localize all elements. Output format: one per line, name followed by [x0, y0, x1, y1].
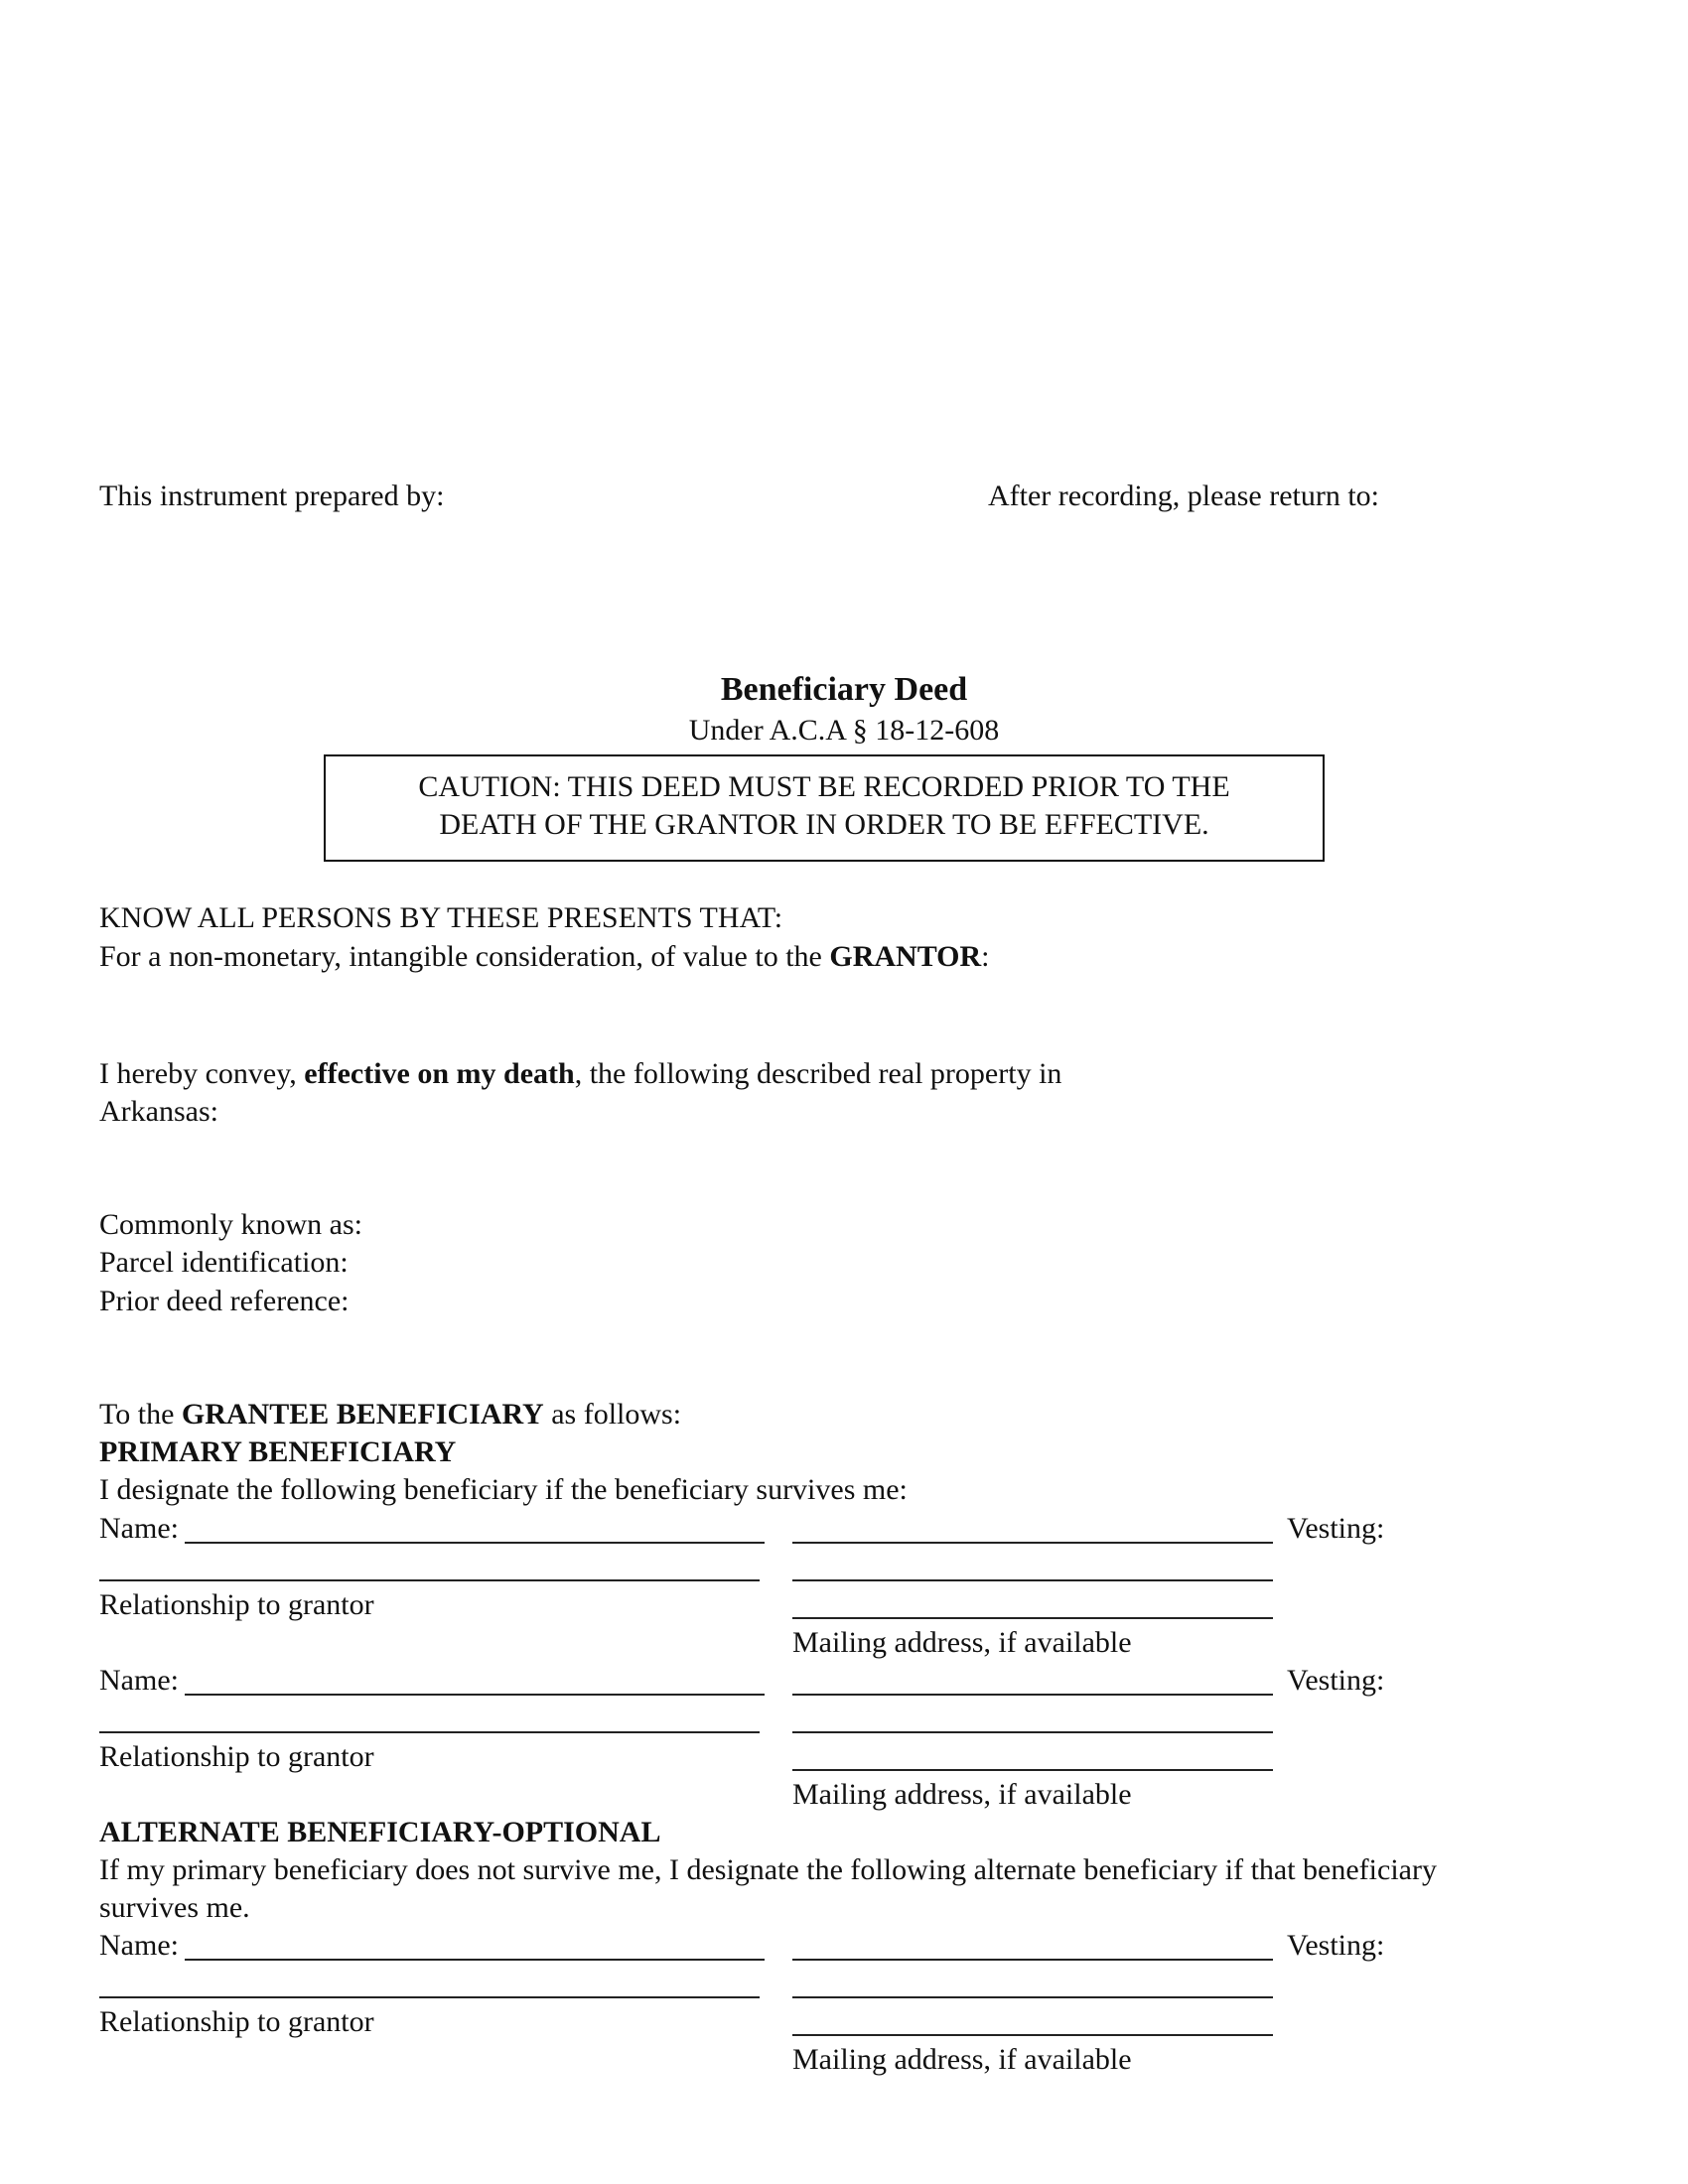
- mailing-address-label: Mailing address, if available: [792, 1626, 1132, 1659]
- grantee-text-post: as follows:: [543, 1398, 682, 1431]
- statute-subtitle: Under A.C.A § 18-12-608: [688, 714, 1000, 747]
- caution-box: [324, 754, 1325, 862]
- commonly-known-label: Commonly known as:: [99, 1208, 363, 1241]
- convey-text-pre: I hereby convey,: [99, 1057, 305, 1090]
- relationship-label: Relationship to grantor: [99, 1740, 374, 1773]
- address-line-2[interactable]: [792, 1731, 1273, 1733]
- prepared-by-label: This instrument prepared by:: [99, 479, 445, 512]
- alternate-designate-1: If my primary beneficiary does not survive me, I designate the following alternate beneficiary if that beneficiary: [99, 1853, 1437, 1886]
- effective-on-death: effective on my death: [304, 1057, 575, 1090]
- name-label: Name:: [99, 1512, 179, 1545]
- name-label: Name:: [99, 1929, 179, 1962]
- relationship-label: Relationship to grantor: [99, 1588, 374, 1621]
- address-line-1[interactable]: [792, 1694, 1273, 1696]
- relationship-field[interactable]: [99, 1996, 760, 1998]
- address-line-1[interactable]: [792, 1542, 1273, 1544]
- grantee-text-pre: To the: [99, 1398, 182, 1431]
- prior-deed-label: Prior deed reference:: [99, 1285, 350, 1317]
- return-to-label: After recording, please return to:: [988, 479, 1379, 512]
- primary-designate: I designate the following beneficiary if the beneficiary survives me:: [99, 1473, 908, 1506]
- convey-text-post: , the following described real property in: [574, 1057, 1062, 1090]
- mailing-address-label: Mailing address, if available: [792, 1778, 1132, 1811]
- alternate-designate-2: survives me.: [99, 1891, 250, 1924]
- address-line-2[interactable]: [792, 1996, 1273, 1998]
- address-line-2[interactable]: [792, 1579, 1273, 1581]
- consideration-line: [99, 938, 990, 976]
- convey-state: Arkansas:: [99, 1095, 218, 1128]
- page-title: Beneficiary Deed: [720, 671, 968, 708]
- mailing-address-label: Mailing address, if available: [792, 2043, 1132, 2076]
- parcel-id-label: Parcel identification:: [99, 1246, 349, 1279]
- vesting-label: Vesting:: [1287, 1512, 1385, 1545]
- consideration-colon: :: [981, 940, 990, 973]
- relationship-field[interactable]: [99, 1579, 760, 1581]
- vesting-label: Vesting:: [1287, 1664, 1385, 1697]
- address-line-3[interactable]: [792, 1617, 1273, 1619]
- grantee-line: [99, 1396, 681, 1433]
- name-field[interactable]: [185, 1694, 765, 1696]
- relationship-label: Relationship to grantor: [99, 2005, 374, 2038]
- primary-heading: PRIMARY BENEFICIARY: [99, 1435, 457, 1468]
- caution-line-1: CAUTION: THIS DEED MUST BE RECORDED PRIOR TO THE: [418, 770, 1230, 803]
- alternate-heading: ALTERNATE BENEFICIARY-OPTIONAL: [99, 1816, 661, 1848]
- address-line-3[interactable]: [792, 1769, 1273, 1771]
- relationship-field[interactable]: [99, 1731, 760, 1733]
- grantee-term: GRANTEE BENEFICIARY: [181, 1398, 544, 1431]
- grantor-term: GRANTOR: [829, 940, 982, 973]
- caution-line-2: DEATH OF THE GRANTOR IN ORDER TO BE EFFECTIVE.: [439, 808, 1209, 841]
- address-line-3[interactable]: [792, 2034, 1273, 2036]
- address-line-1[interactable]: [792, 1959, 1273, 1961]
- know-all-persons: KNOW ALL PERSONS BY THESE PRESENTS THAT:: [99, 901, 783, 934]
- convey-line: [99, 1055, 1061, 1093]
- name-label: Name:: [99, 1664, 179, 1697]
- name-field[interactable]: [185, 1959, 765, 1961]
- consideration-text: For a non-monetary, intangible consideration, of value to the: [99, 940, 830, 973]
- name-field[interactable]: [185, 1542, 765, 1544]
- vesting-label: Vesting:: [1287, 1929, 1385, 1962]
